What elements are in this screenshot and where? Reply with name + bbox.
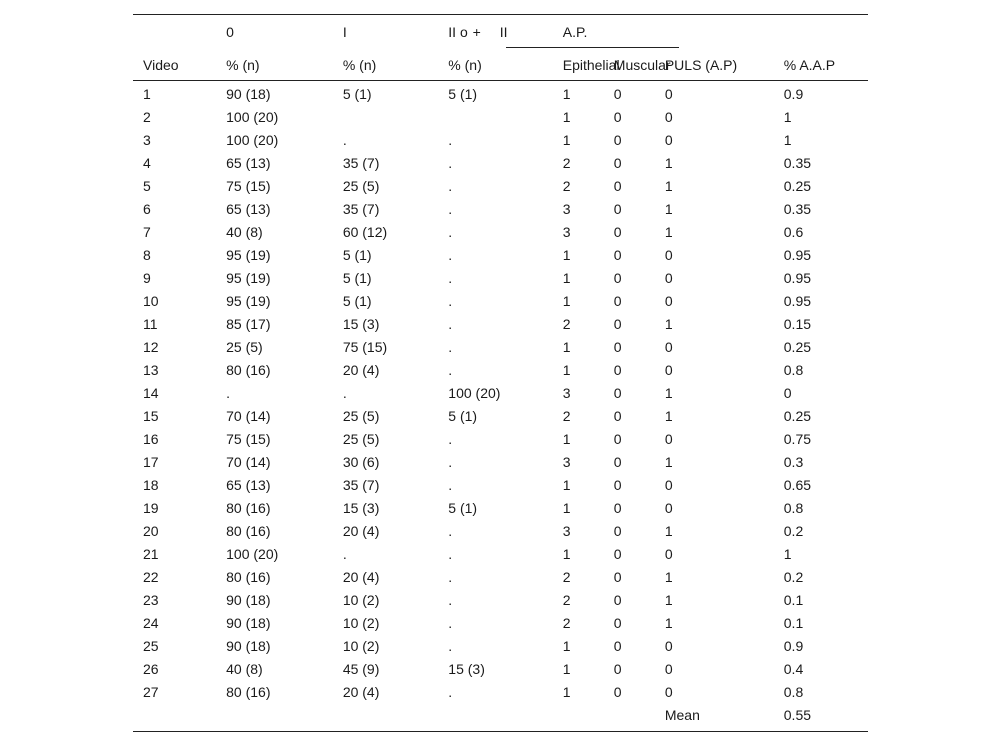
- cell-pct1: 25 (5): [342, 408, 380, 424]
- cell-video: 11: [143, 316, 158, 332]
- cell-puls: 1: [664, 523, 673, 539]
- col-header-pct2: % (n): [448, 56, 482, 73]
- cell-muscular: 0: [613, 224, 622, 240]
- cell-muscular: 0: [613, 661, 622, 677]
- cell-puls: 0: [664, 270, 673, 286]
- cell-pct2: .: [448, 293, 453, 309]
- empty-cell: [614, 704, 665, 727]
- col-header-puls: PULS (A.P): [664, 56, 738, 73]
- cell-epithelial: 1: [562, 362, 571, 378]
- table-row: [133, 405, 868, 428]
- cell-pct2: 5 (1): [448, 86, 478, 102]
- cell-video: 8: [143, 247, 151, 263]
- header-empty: [133, 14, 226, 48]
- cell-puls: 0: [664, 546, 673, 562]
- table-row: [133, 81, 868, 106]
- table-row: [133, 106, 868, 129]
- cell-puls: 0: [664, 362, 673, 378]
- cell-pct1: 10 (2): [342, 615, 380, 631]
- cell-epithelial: 2: [562, 178, 571, 194]
- table-row: [133, 175, 868, 198]
- cell-pct1: .: [342, 385, 347, 401]
- cell-aap: 0.6: [783, 224, 804, 240]
- cell-puls: 1: [664, 454, 673, 470]
- cell-aap: 0.35: [783, 155, 812, 171]
- cell-puls: 1: [664, 155, 673, 171]
- cell-muscular: 0: [613, 431, 622, 447]
- cell-epithelial: 3: [562, 454, 571, 470]
- cell-video: 9: [143, 270, 151, 286]
- cell-aap: 0.35: [783, 201, 812, 217]
- cell-puls: 1: [664, 569, 673, 585]
- cell-puls: 1: [664, 201, 673, 217]
- cell-video: 13: [143, 362, 159, 378]
- table-row: [133, 221, 868, 244]
- cell-video: 4: [143, 155, 151, 171]
- cell-puls: 1: [664, 316, 673, 332]
- cell-epithelial: 1: [562, 684, 571, 700]
- cell-pct0: 75 (15): [226, 431, 271, 447]
- cell-puls: 0: [664, 684, 673, 700]
- cell-puls: 0: [664, 132, 673, 148]
- cell-pct0: 95 (19): [226, 247, 271, 263]
- cell-epithelial: 2: [562, 569, 571, 585]
- cell-video: 21: [143, 546, 159, 562]
- cell-pct2: .: [448, 270, 453, 286]
- cell-epithelial: 3: [562, 201, 571, 217]
- cell-epithelial: 2: [562, 615, 571, 631]
- cell-video: 14: [143, 385, 159, 401]
- header-group-2: [448, 14, 562, 48]
- cell-puls: 0: [664, 431, 673, 447]
- cell-muscular: 0: [613, 316, 622, 332]
- cell-muscular: 0: [613, 408, 622, 424]
- cell-epithelial: 3: [562, 523, 571, 539]
- cell-aap: 0.25: [783, 408, 812, 424]
- table-row: [133, 451, 868, 474]
- cell-pct1: 10 (2): [342, 638, 380, 654]
- cell-video: 20: [143, 523, 159, 539]
- cell-aap: 0.8: [783, 500, 804, 516]
- cell-aap: 0.65: [783, 477, 812, 493]
- cell-puls: 0: [664, 86, 673, 102]
- cell-muscular: 0: [613, 293, 622, 309]
- cell-pct0: 100 (20): [226, 109, 279, 125]
- cell-pct2: .: [448, 477, 453, 493]
- cell-pct2: [448, 106, 562, 129]
- col-header-aap: % A.A.P: [783, 56, 836, 73]
- cell-pct0: 70 (14): [226, 454, 271, 470]
- cell-video: 22: [143, 569, 159, 585]
- cell-puls: 0: [664, 638, 673, 654]
- cell-pct0: 65 (13): [226, 201, 271, 217]
- header-group-2-b: II: [499, 23, 508, 40]
- cell-video: 10: [143, 293, 159, 309]
- cell-pct1: 25 (5): [342, 431, 380, 447]
- cell-epithelial: 1: [562, 431, 571, 447]
- cell-pct1: [343, 106, 448, 129]
- cell-pct2: 100 (20): [448, 385, 501, 401]
- cell-muscular: 0: [613, 684, 622, 700]
- cell-epithelial: 3: [562, 224, 571, 240]
- cell-pct2: 5 (1): [448, 500, 478, 516]
- cell-pct2: .: [448, 431, 453, 447]
- cell-pct2: .: [448, 592, 453, 608]
- cell-video: 26: [143, 661, 159, 677]
- cell-video: 12: [143, 339, 159, 355]
- cell-pct2: 5 (1): [448, 408, 478, 424]
- cell-aap: 0.8: [783, 362, 804, 378]
- cell-video: 18: [143, 477, 159, 493]
- cell-aap: 0.3: [783, 454, 804, 470]
- cell-puls: 0: [664, 293, 673, 309]
- cell-pct0: 80 (16): [226, 523, 271, 539]
- col-header-video: Video: [143, 56, 179, 73]
- col-header-pct0: % (n): [226, 56, 260, 73]
- cell-puls: 0: [664, 339, 673, 355]
- cell-pct1: 5 (1): [342, 86, 372, 102]
- cell-pct0: 65 (13): [226, 477, 271, 493]
- cell-pct1: 15 (3): [342, 500, 380, 516]
- cell-aap: 0.95: [783, 247, 812, 263]
- cell-epithelial: 1: [562, 293, 571, 309]
- cell-pct2: .: [448, 247, 453, 263]
- cell-muscular: 0: [613, 339, 622, 355]
- col-header-muscular: Muscular: [613, 56, 671, 73]
- cell-pct0: 40 (8): [226, 224, 263, 240]
- empty-cell: [226, 704, 343, 727]
- cell-epithelial: 2: [562, 592, 571, 608]
- table-row: [133, 336, 868, 359]
- cell-puls: 1: [664, 408, 673, 424]
- cell-pct0: 95 (19): [226, 293, 271, 309]
- table-row: [133, 589, 868, 612]
- cell-pct2: .: [448, 224, 453, 240]
- data-table: [133, 14, 868, 727]
- empty-cell: [343, 704, 448, 727]
- cell-pct1: 75 (15): [342, 339, 388, 355]
- cell-pct2: 15 (3): [448, 661, 485, 677]
- cell-video: 27: [143, 684, 159, 700]
- cell-pct2: .: [448, 339, 453, 355]
- cell-pct0: 25 (5): [226, 339, 263, 355]
- cell-pct2: .: [448, 155, 453, 171]
- cell-muscular: 0: [613, 638, 622, 654]
- mean-label: Mean: [664, 707, 700, 723]
- table-row: [133, 635, 868, 658]
- header-group-2-plus: +: [472, 23, 481, 40]
- cell-pct1: 20 (4): [342, 523, 380, 539]
- cell-pct2: .: [448, 454, 453, 470]
- cell-epithelial: 1: [562, 132, 571, 148]
- cell-aap: 0.25: [783, 178, 812, 194]
- table-row: [133, 681, 868, 704]
- table-row: [133, 382, 868, 405]
- cell-pct0: 65 (13): [226, 155, 271, 171]
- header-group-ap: A.P.: [562, 23, 588, 40]
- cell-pct1: 35 (7): [342, 155, 380, 171]
- cell-pct1: 45 (9): [342, 661, 380, 677]
- cell-aap: 1: [783, 109, 792, 125]
- header-empty: [784, 14, 868, 48]
- cell-pct0: 90 (18): [226, 615, 271, 631]
- cell-pct1: 5 (1): [342, 293, 372, 309]
- cell-pct2: .: [448, 546, 453, 562]
- table-row: [133, 543, 868, 566]
- cell-aap: 0.95: [783, 293, 812, 309]
- cell-video: 3: [143, 132, 151, 148]
- cell-video: 7: [143, 224, 151, 240]
- cell-pct1: 5 (1): [342, 247, 372, 263]
- cell-video: 19: [143, 500, 159, 516]
- cell-pct0: 40 (8): [226, 661, 263, 677]
- cell-aap: 0.8: [783, 684, 804, 700]
- cell-pct0: 100 (20): [226, 132, 279, 148]
- cell-pct1: 25 (5): [342, 178, 380, 194]
- cell-pct1: 5 (1): [342, 270, 372, 286]
- table-row: [133, 267, 868, 290]
- cell-aap: 0.95: [783, 270, 812, 286]
- cell-video: 24: [143, 615, 159, 631]
- cell-epithelial: 1: [562, 247, 571, 263]
- cell-muscular: 0: [613, 615, 622, 631]
- table-row: [133, 198, 868, 221]
- cell-aap: 0.25: [783, 339, 812, 355]
- cell-puls: 0: [664, 500, 673, 516]
- table-row: [133, 359, 868, 382]
- cell-muscular: 0: [613, 178, 622, 194]
- cell-epithelial: 1: [562, 661, 571, 677]
- cell-muscular: 0: [613, 546, 622, 562]
- cell-epithelial: 1: [562, 270, 571, 286]
- cell-epithelial: 2: [562, 155, 571, 171]
- cell-pct1: .: [342, 132, 347, 148]
- cell-pct0: 80 (16): [226, 684, 271, 700]
- cell-muscular: 0: [613, 362, 622, 378]
- ap-group-underline: [506, 47, 679, 48]
- cell-muscular: 0: [613, 155, 622, 171]
- cell-pct2: .: [448, 615, 453, 631]
- cell-epithelial: 2: [562, 316, 571, 332]
- cell-epithelial: 1: [562, 500, 571, 516]
- top-rule: [133, 14, 868, 15]
- cell-pct0: 70 (14): [226, 408, 271, 424]
- cell-puls: 0: [664, 247, 673, 263]
- cell-video: 23: [143, 592, 159, 608]
- cell-epithelial: 1: [562, 339, 571, 355]
- bottom-rule: [133, 731, 868, 732]
- cell-pct0: 100 (20): [226, 546, 279, 562]
- mean-value: 0.55: [783, 707, 812, 723]
- cell-video: 1: [143, 86, 151, 102]
- cell-puls: 1: [664, 385, 673, 401]
- cell-aap: 0: [783, 385, 792, 401]
- cell-video: 17: [143, 454, 159, 470]
- cell-video: 6: [143, 201, 151, 217]
- cell-muscular: 0: [613, 247, 622, 263]
- table-row: [133, 129, 868, 152]
- cell-aap: 0.15: [783, 316, 812, 332]
- header-column-row: [133, 48, 868, 81]
- cell-epithelial: 1: [562, 638, 571, 654]
- table-row: [133, 290, 868, 313]
- cell-muscular: 0: [613, 454, 622, 470]
- header-group-0: 0: [226, 23, 234, 40]
- cell-pct0: 80 (16): [226, 362, 271, 378]
- cell-video: 2: [143, 109, 151, 125]
- table-row: [133, 612, 868, 635]
- table-row: [133, 313, 868, 336]
- cell-muscular: 0: [613, 109, 622, 125]
- cell-muscular: 0: [613, 500, 622, 516]
- cell-pct0: 85 (17): [226, 316, 271, 332]
- cell-epithelial: 1: [562, 86, 571, 102]
- cell-puls: 1: [664, 615, 673, 631]
- cell-pct0: 90 (18): [226, 86, 271, 102]
- cell-pct2: .: [448, 684, 453, 700]
- cell-pct2: .: [448, 523, 453, 539]
- cell-pct2: .: [448, 201, 453, 217]
- header-group-row: [133, 14, 868, 48]
- cell-pct1: 35 (7): [342, 477, 380, 493]
- table-row: [133, 428, 868, 451]
- cell-pct0: 95 (19): [226, 270, 271, 286]
- cell-video: 15: [143, 408, 159, 424]
- table-row: [133, 520, 868, 543]
- cell-aap: 0.2: [783, 569, 804, 585]
- cell-pct0: 90 (18): [226, 638, 271, 654]
- table-row: [133, 497, 868, 520]
- cell-muscular: 0: [613, 201, 622, 217]
- cell-pct1: 20 (4): [342, 684, 380, 700]
- cell-video: 5: [143, 178, 151, 194]
- cell-video: 25: [143, 638, 159, 654]
- header-group-1: I: [342, 23, 347, 40]
- cell-pct1: 20 (4): [342, 569, 380, 585]
- table-row: [133, 658, 868, 681]
- cell-pct1: 20 (4): [342, 362, 380, 378]
- cell-muscular: 0: [613, 523, 622, 539]
- col-header-epithelial: Epithelial: [562, 56, 620, 73]
- cell-epithelial: 1: [562, 109, 571, 125]
- header-bottom-rule: [133, 80, 868, 81]
- cell-puls: 1: [664, 224, 673, 240]
- cell-aap: 0.1: [783, 592, 804, 608]
- cell-puls: 1: [664, 178, 673, 194]
- cell-aap: 0.1: [783, 615, 804, 631]
- cell-pct1: 15 (3): [342, 316, 380, 332]
- cell-muscular: 0: [613, 569, 622, 585]
- cell-video: 16: [143, 431, 159, 447]
- cell-muscular: 0: [613, 270, 622, 286]
- empty-cell: [133, 704, 226, 727]
- cell-aap: 1: [783, 546, 792, 562]
- cell-pct0: 90 (18): [226, 592, 271, 608]
- table-row: [133, 152, 868, 175]
- cell-aap: 0.75: [783, 431, 812, 447]
- cell-epithelial: 3: [562, 385, 571, 401]
- mean-row: [133, 704, 868, 727]
- results-table: [133, 14, 868, 727]
- cell-aap: 0.2: [783, 523, 804, 539]
- cell-pct0: 80 (16): [226, 569, 271, 585]
- cell-pct2: .: [448, 132, 453, 148]
- cell-muscular: 0: [613, 86, 622, 102]
- cell-pct0: 80 (16): [226, 500, 271, 516]
- cell-muscular: 0: [613, 132, 622, 148]
- cell-epithelial: 1: [562, 546, 571, 562]
- empty-cell: [563, 704, 614, 727]
- table-row: [133, 566, 868, 589]
- cell-muscular: 0: [613, 477, 622, 493]
- cell-pct1: 30 (6): [342, 454, 380, 470]
- cell-aap: 0.9: [783, 86, 804, 102]
- cell-epithelial: 1: [562, 477, 571, 493]
- cell-pct2: .: [448, 638, 453, 654]
- cell-muscular: 0: [613, 592, 622, 608]
- cell-puls: 0: [664, 109, 673, 125]
- cell-pct1: .: [342, 546, 347, 562]
- table-body: [133, 81, 868, 727]
- cell-pct2: .: [448, 362, 453, 378]
- cell-pct2: .: [448, 178, 453, 194]
- header-group-2-a: II o: [448, 23, 468, 40]
- header-empty: [665, 14, 784, 48]
- cell-puls: 0: [664, 661, 673, 677]
- cell-pct0: .: [226, 385, 231, 401]
- cell-aap: 1: [783, 132, 792, 148]
- cell-pct2: .: [448, 316, 453, 332]
- table-row: [133, 474, 868, 497]
- cell-puls: 0: [664, 477, 673, 493]
- cell-pct1: 60 (12): [342, 224, 388, 240]
- cell-aap: 0.4: [783, 661, 804, 677]
- cell-pct1: 10 (2): [342, 592, 380, 608]
- cell-pct1: 35 (7): [342, 201, 380, 217]
- cell-muscular: 0: [613, 385, 622, 401]
- cell-pct2: .: [448, 569, 453, 585]
- cell-pct0: 75 (15): [226, 178, 271, 194]
- table-row: [133, 244, 868, 267]
- cell-aap: 0.9: [783, 638, 804, 654]
- cell-epithelial: 2: [562, 408, 571, 424]
- cell-puls: 1: [664, 592, 673, 608]
- col-header-pct1: % (n): [342, 56, 377, 73]
- empty-cell: [448, 704, 562, 727]
